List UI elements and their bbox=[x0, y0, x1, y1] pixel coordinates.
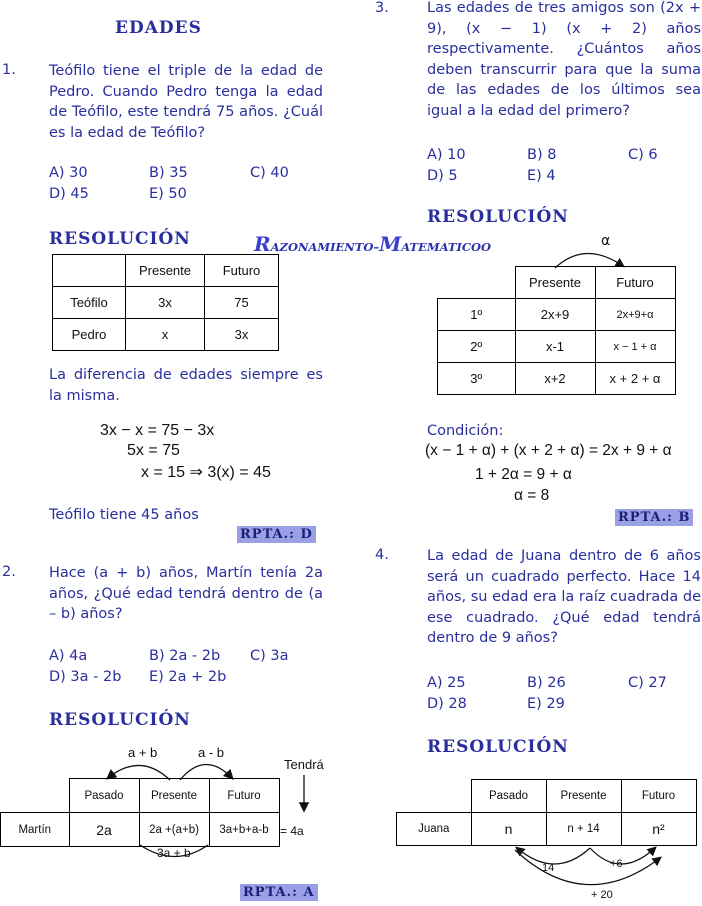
cell: x-1 bbox=[515, 331, 595, 363]
option-b: B) 8 bbox=[527, 147, 557, 163]
option-c: C) 3a bbox=[250, 648, 289, 664]
header-presente: Presente bbox=[515, 267, 595, 299]
header-futuro: Futuro bbox=[621, 780, 696, 813]
bottom-label: 3a + b bbox=[157, 846, 191, 860]
equation: (x − 1 + α) + (x + 2 + α) = 2x + 9 + α bbox=[425, 442, 672, 459]
problem-3-text: Las edades de tres amigos son (2x + 9), (x − 1) (x + 2) años respectivamente. ¿Cuántos años deben transcurrir para que la suma de las edades de los últimos sea igual a la edad del primero? bbox=[427, 0, 701, 119]
problem-1-number: 1. bbox=[2, 62, 16, 78]
cell: 3x bbox=[205, 319, 279, 351]
option-b: B) 26 bbox=[527, 675, 566, 691]
arrow-label: + 20 bbox=[591, 889, 613, 901]
row-label: Teófilo bbox=[53, 287, 126, 319]
cell: x bbox=[126, 319, 205, 351]
conclusion-text: Teófilo tiene 45 años bbox=[49, 507, 199, 523]
problem-1-text: Teófilo tiene el triple de la edad de Pedro. Cuando Pedro tenga la edad de Teófilo, este tendrá 75 años. ¿Cuál es la edad de Teófilo? bbox=[49, 63, 323, 141]
option-d: D) 5 bbox=[427, 168, 458, 184]
answer-badge: RPTA.: B bbox=[615, 509, 693, 526]
cell: 75 bbox=[205, 287, 279, 319]
cell: 3x bbox=[126, 287, 205, 319]
equation: 5x = 75 bbox=[127, 442, 180, 459]
option-c: C) 40 bbox=[250, 165, 289, 181]
equation: 3x − x = 75 − 3x bbox=[100, 422, 215, 439]
tendra-label: Tendrá bbox=[284, 757, 324, 772]
row-label: Juana bbox=[397, 813, 472, 846]
header-futuro: Futuro bbox=[205, 255, 279, 287]
page-title: EDADES bbox=[115, 18, 202, 38]
arrow-label: a + b bbox=[128, 745, 158, 760]
header-presente: Presente bbox=[126, 255, 205, 287]
arrow-label: a - b bbox=[198, 745, 225, 760]
problem-4-text: La edad de Juana dentro de 6 años será un cuadrado perfecto. Hace 14 años, su edad era la raíz cuadrada de ese cuadrado. ¿Qué edad tendrá dentro de 9 años? bbox=[427, 548, 701, 646]
alpha-label: α bbox=[601, 233, 611, 249]
row-label: Martín bbox=[1, 813, 70, 847]
answer-badge: RPTA.: D bbox=[237, 526, 316, 543]
row-label: Pedro bbox=[53, 319, 126, 351]
cell: n + 14 bbox=[546, 813, 621, 846]
result-label: = 4a bbox=[280, 824, 304, 838]
problem-4-number: 4. bbox=[375, 547, 389, 563]
note-text: La diferencia de edades siempre es la misma. bbox=[49, 367, 323, 404]
option-a: A) 30 bbox=[49, 165, 88, 181]
ages-table bbox=[52, 254, 279, 351]
option-a: A) 25 bbox=[427, 675, 466, 691]
ages-table bbox=[437, 266, 676, 395]
option-a: A) 4a bbox=[49, 648, 88, 664]
option-d: D) 3a - 2b bbox=[49, 669, 122, 685]
header-presente: Presente bbox=[546, 780, 621, 813]
header-pasado: Pasado bbox=[471, 780, 546, 813]
resolution-heading: RESOLUCIÓN bbox=[49, 229, 191, 249]
timeline-table bbox=[0, 778, 280, 847]
header-pasado: Pasado bbox=[69, 779, 139, 813]
arrow-label: 14 bbox=[542, 862, 555, 874]
brand-watermark: RAZONAMIENTO–MATEMATICOO bbox=[254, 232, 492, 256]
resolution-heading: RESOLUCIÓN bbox=[49, 710, 191, 730]
cell: 2x+9+α bbox=[595, 299, 675, 331]
cell: x+2 bbox=[515, 363, 595, 395]
cell: 2x+9 bbox=[515, 299, 595, 331]
arrow-label: +6 bbox=[610, 858, 623, 870]
cell: 3a+b+a-b bbox=[209, 813, 279, 847]
problem-3-number: 3. bbox=[375, 0, 389, 16]
option-a: A) 10 bbox=[427, 147, 466, 163]
timeline-table bbox=[396, 779, 697, 846]
resolution-heading: RESOLUCIÓN bbox=[427, 207, 569, 227]
row-label: 2º bbox=[438, 331, 516, 363]
cell: n² bbox=[621, 813, 696, 846]
option-e: E) 29 bbox=[527, 696, 565, 712]
equation: x = 15 ⇒ 3(x) = 45 bbox=[141, 464, 271, 481]
row-label: 1º bbox=[438, 299, 516, 331]
equation: 1 + 2α = 9 + α bbox=[475, 466, 572, 483]
option-c: C) 6 bbox=[628, 147, 658, 163]
header-presente: Presente bbox=[139, 779, 209, 813]
option-d: D) 28 bbox=[427, 696, 467, 712]
option-e: E) 2a + 2b bbox=[149, 669, 227, 685]
problem-2-text: Hace (a + b) años, Martín tenía 2a años, ¿Qué edad tendrá dentro de (a – b) años? bbox=[49, 565, 323, 622]
row-label: 3º bbox=[438, 363, 516, 395]
header-futuro: Futuro bbox=[209, 779, 279, 813]
option-b: B) 35 bbox=[149, 165, 188, 181]
condition-label: Condición: bbox=[427, 423, 504, 439]
cell: n bbox=[471, 813, 546, 846]
answer-badge: RPTA.: A bbox=[240, 884, 318, 901]
cell: 2a bbox=[69, 813, 139, 847]
equation: α = 8 bbox=[514, 487, 550, 504]
header-futuro: Futuro bbox=[595, 267, 675, 299]
option-e: E) 4 bbox=[527, 168, 556, 184]
cell: x + 2 + α bbox=[595, 363, 675, 395]
option-e: E) 50 bbox=[149, 186, 187, 202]
option-c: C) 27 bbox=[628, 675, 667, 691]
option-d: D) 45 bbox=[49, 186, 89, 202]
cell: x − 1 + α bbox=[595, 331, 675, 363]
cell: 2a +(a+b) bbox=[139, 813, 209, 847]
option-b: B) 2a - 2b bbox=[149, 648, 221, 664]
resolution-heading: RESOLUCIÓN bbox=[427, 737, 569, 757]
problem-2-number: 2. bbox=[2, 564, 16, 580]
